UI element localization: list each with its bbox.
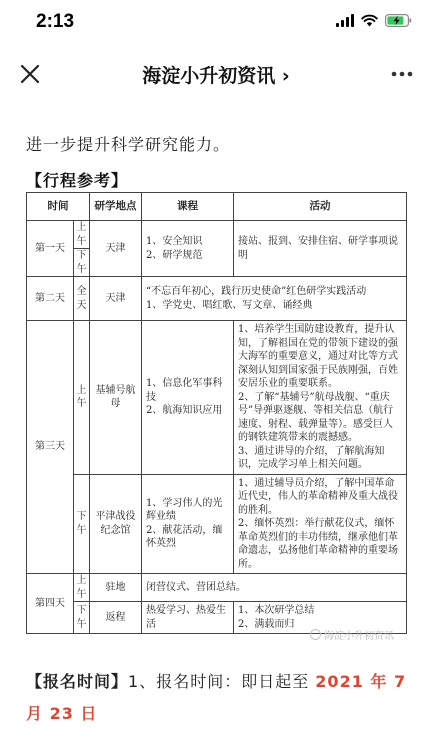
account-title-link[interactable]: 海淀小升初资讯 ›	[142, 65, 290, 87]
nav-bar	[0, 46, 432, 102]
table-row	[27, 321, 407, 475]
course-cell: 热爱学习、热爱生活	[142, 602, 234, 634]
table-row	[27, 277, 407, 321]
slot-label: 下午	[74, 602, 90, 634]
signup-paragraph	[26, 666, 412, 730]
watermark	[310, 627, 394, 642]
location-cell: 平津战役纪念馆	[90, 474, 142, 574]
table-header-row	[27, 193, 407, 221]
section-title: 【行程参考】	[26, 171, 129, 190]
itinerary-table	[26, 192, 407, 634]
day-label: 第三天	[27, 321, 74, 574]
location-cell: 驻地	[90, 574, 142, 602]
course-cell: 闭营仪式、营团总结。	[142, 574, 407, 602]
signup-date: 2021 年 7 月 23 日	[26, 672, 407, 723]
slot-label: 上午	[74, 221, 90, 249]
day-label: 第二天	[27, 277, 74, 321]
course-cell: 1、学习伟人的光辉业绩 2、献花活动，缅怀英烈	[142, 474, 234, 574]
activity-cell: “不忘百年初心，践行历史使命”红色研学实践活动 1、学党史、唱红歌、写文章、诵经典	[142, 277, 407, 321]
signal-icon	[336, 14, 354, 27]
activity-cell: 接站、报到、安排住宿、研学事项说明	[234, 221, 407, 277]
wifi-icon	[361, 14, 378, 27]
header-course: 课程	[142, 193, 234, 221]
location-cell: 返程	[90, 602, 142, 634]
day-label: 第一天	[27, 221, 74, 277]
slot-label: 全天	[74, 277, 90, 321]
slot-label: 上午	[74, 321, 90, 475]
course-cell: 1、信息化军事科技 2、航海知识应用	[142, 321, 234, 475]
table-row	[27, 474, 407, 574]
more-button[interactable]	[388, 62, 416, 86]
status-time: 2:13	[36, 11, 75, 32]
more-icon	[388, 62, 416, 86]
location-cell: 天津	[90, 221, 142, 277]
activity-cell: 1、通过辅导员介绍，了解中国革命近代史，伟人的革命精神及重大战役的胜利。 2、缅怀英烈：举行献花仪式，缅怀革命英烈们的丰功伟绩，继承他们革命遗志，弘扬他们革命精神的重要场所。	[234, 474, 407, 574]
signup-text: 1、报名时间：即日起至	[128, 672, 310, 691]
course-cell: 1、安全知识 2、研学规范	[142, 221, 234, 277]
activity-cell: 1、培养学生国防建设教育，提升认知，了解祖国在党的带领下建设的强大海军的重要意义，通过对比等方式深刻认知到国家强于民族刚强，百姓安居乐业的重要联系。 2、了解“基辅号”航母战舰、“重庆号”导弹驱逐舰、等相关信息（航行速度、射程、载弹量等）。感受巨人的钢铁建筑带来的震撼感。 3、通过讲导的介绍，了解航海知识，完成学习单上相关问题。	[234, 321, 407, 475]
header-location: 研学地点	[90, 193, 142, 221]
header-time: 时间	[27, 193, 90, 221]
location-cell: 基辅号航母	[90, 321, 142, 475]
header-activity: 活动	[234, 193, 407, 221]
battery-charging-icon	[385, 14, 412, 27]
intro-line: 进一步提升科学研究能力。	[26, 135, 231, 154]
status-icons	[336, 14, 412, 27]
day-label: 第四天	[27, 574, 74, 634]
status-bar	[0, 0, 432, 46]
activity-cell: 1、本次研学总结 2、满载而归	[234, 602, 407, 634]
watermark-logo-icon	[310, 629, 321, 640]
signup-label: 【报名时间】	[26, 672, 129, 691]
table-row	[27, 221, 407, 249]
location-cell: 天津	[90, 277, 142, 321]
table-row	[27, 574, 407, 602]
slot-label: 下午	[74, 249, 90, 277]
slot-label: 上午	[74, 574, 90, 602]
slot-label: 下午	[74, 474, 90, 574]
watermark-text: 海淀小升初资讯	[324, 631, 394, 642]
